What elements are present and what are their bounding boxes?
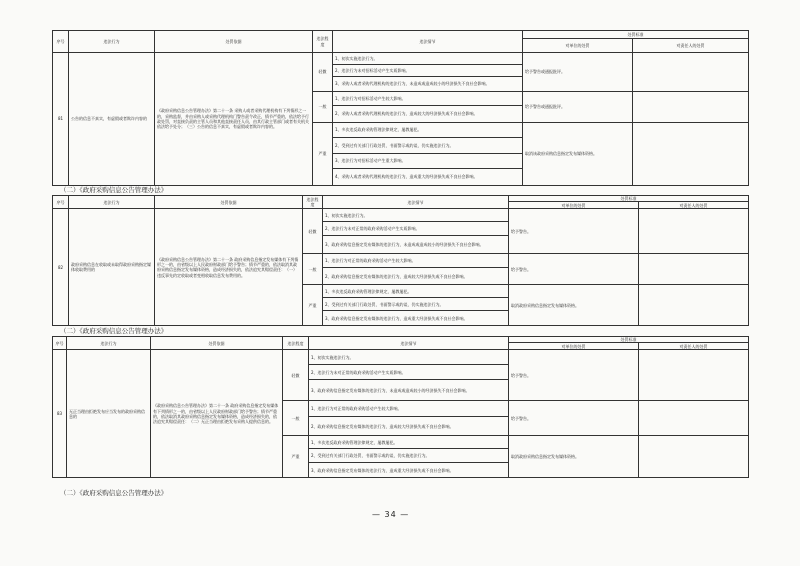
- plot-item: 3、政府采购信息指定发布媒体的违法行为，造成重大经济损失或不良社会影响。: [325, 315, 468, 321]
- degree-serious: 严重: [313, 123, 333, 186]
- header-basis: 处罚依据: [155, 196, 303, 209]
- penalty-table-3: [52, 336, 749, 478]
- person-penalty: [639, 401, 749, 436]
- plot-item: 3、违法行为对招标活动产生重大影响。: [333, 154, 522, 169]
- header-behavior: 违法行为: [67, 337, 151, 350]
- plot-item: 4、采购人或者采购代理机构的违法行为，造成重大的经济损失或不良社会影响。: [335, 174, 478, 180]
- row-seq: 82: [53, 209, 69, 326]
- degree-serious: 严重: [303, 285, 323, 326]
- row-basis: 《政府采购信息公告管理办法》第二十一条 政府采购信息指定发布媒体有下列情形之一的，由省级以上人民政府财政部门给予警告；情节严重的，依法取消其政府采购信息指定发布媒体资格，造成经济损失的，依法追究其赔偿责任：（一）违反事先约定收取或者变相收取信息发布费用的。: [155, 209, 303, 326]
- general-penalty: 给予警告。: [509, 401, 639, 436]
- minor-items: [323, 209, 509, 254]
- plot-item: 1、违法行为对正常的政府采购活动产生较大影响。: [309, 401, 508, 417]
- header-unit: 对单位的处罚: [509, 343, 639, 350]
- person-penalty: [639, 209, 749, 254]
- serious-items: [309, 436, 509, 478]
- plot-item: 1、初次实施违法行为。: [333, 53, 522, 65]
- plot-item: 1、多次违反政府采购管理法律规定，屡教屡犯。: [323, 285, 508, 298]
- person-penalty: [633, 53, 749, 92]
- serious-penalty: 取消政府采购信息指定发布媒体资格。: [509, 436, 639, 478]
- serious-items: [333, 123, 523, 186]
- minor-items: [309, 350, 509, 401]
- general-items: [333, 92, 523, 123]
- header-seq: 序号: [53, 31, 69, 53]
- penalty-table-2: [52, 195, 749, 326]
- plot-item: 1、违法行为对招标活动产生较大影响。: [333, 92, 522, 106]
- header-behavior: 违法行为: [69, 31, 155, 53]
- plot-item: 3、政府采购信息指定发布媒体的违法行为，未造成或造成较小的经济损失不良社会影响。: [325, 242, 484, 248]
- row-behavior: 无正当理由拒绝发布应当发布的政府采购信息的: [67, 350, 151, 478]
- header-seq: 序号: [53, 196, 69, 209]
- plot-item: 1、初次实施违法行为。: [323, 209, 508, 222]
- general-penalty: 给予警告。: [509, 254, 639, 285]
- section-heading: （二）《政府采购信息公告管理办法》: [60, 327, 168, 335]
- header-degree: 违法程度: [303, 196, 323, 209]
- plot-item: 3、采购人或者采购代理机构的违法行为，未造成或造成较小的经济损失不良社会影响。: [335, 81, 490, 87]
- person-penalty: [639, 350, 749, 401]
- header-plot: 违法情节: [309, 337, 509, 350]
- header-person: 对责任人的处罚: [639, 343, 749, 350]
- minor-items: [333, 53, 523, 92]
- plot-item: 2、违法行为未对正常的政府采购活动产生实质影响。: [309, 365, 508, 380]
- header-plot: 违法情节: [323, 196, 509, 209]
- serious-items: [323, 285, 509, 326]
- header-unit: 对单位的处罚: [523, 39, 633, 53]
- plot-item: 1、初次实施违法行为。: [309, 350, 508, 365]
- plot-item: 2、违法行为未对招标活动产生实质影响。: [333, 65, 522, 77]
- general-items: [323, 254, 509, 285]
- header-plot: 违法情节: [333, 31, 523, 53]
- plot-item: 1、多次违反政府采购管理法律规定，屡教屡犯。: [309, 436, 508, 449]
- header-person: 对责任人的处罚: [633, 39, 749, 53]
- header-basis: 处罚依据: [155, 31, 313, 53]
- header-standard: 处罚标准: [523, 31, 749, 39]
- degree-serious: 严重: [283, 436, 309, 478]
- penalty-table-1: [52, 30, 749, 186]
- degree-minor: 轻微: [303, 209, 323, 254]
- minor-penalty: 给予警告。: [509, 350, 639, 401]
- plot-item: 2、政府采购信息指定发布媒体的违法行为，造成较大经济损失或不良社会影响。: [311, 423, 454, 429]
- header-person: 对责任人的处罚: [639, 202, 749, 209]
- plot-item: 2、违法行为未对正常的政府采购活动产生实质影响。: [323, 222, 508, 236]
- page-number: — 34 —: [372, 510, 410, 519]
- section-heading: （二）《政府采购信息公告管理办法》: [60, 489, 168, 497]
- person-penalty: [639, 436, 749, 478]
- plot-item: 2、采购人或者采购代理机构的违法行为，造成较大的经济损失或不良社会影响。: [335, 111, 478, 117]
- row-basis: 《政府采购信息公告管理办法》第二十一条 政府采购信息指定发布媒体有下列情形之一的，由省级以上人民政府财政部门给予警告；情节严重的，依法取消其政府采购信息指定发布媒体资格，造成经济损失的，依法追究其赔偿责任：（二）无正当理由拒绝发布采购人提供信息的。: [151, 350, 283, 478]
- degree-general: 一般: [303, 254, 323, 285]
- plot-item: 2、受到过有关部门行政处罚，书面警示或约谈，仍实施违法行为。: [323, 298, 508, 311]
- degree-general: 一般: [313, 92, 333, 123]
- header-behavior: 违法行为: [69, 196, 155, 209]
- header-degree: 违法程度: [283, 337, 309, 350]
- serious-penalty: 取消政府采购信息指定发布媒体资格。: [509, 285, 639, 326]
- person-penalty: [633, 92, 749, 123]
- row-behavior: 公告的信息不真实，有虚假或者欺诈内容的: [69, 53, 155, 186]
- header-degree: 违法程度: [313, 31, 333, 53]
- general-penalty: 给予警告或通报批评。: [523, 92, 633, 123]
- minor-penalty: 给予警告或通报批评。: [523, 53, 633, 92]
- degree-minor: 轻微: [283, 350, 309, 401]
- serious-penalty: 取消该政府采购信息指定发布媒体资格。: [523, 123, 633, 186]
- row-seq: 83: [53, 350, 67, 478]
- plot-item: 2、政府采购信息指定发布媒体的违法行为，造成较大经济损失或不良社会影响。: [325, 273, 468, 279]
- section-heading: （二）《政府采购信息公告管理办法》: [60, 186, 168, 194]
- row-behavior: 政府采购信息在收取或未取得政府采购指定媒体收取费用的: [69, 209, 155, 326]
- degree-general: 一般: [283, 401, 309, 436]
- header-unit: 对单位的处罚: [509, 202, 639, 209]
- minor-penalty: 给予警告。: [509, 209, 639, 254]
- header-basis: 处罚依据: [151, 337, 283, 350]
- general-items: [309, 401, 509, 436]
- person-penalty: [639, 254, 749, 285]
- header-standard: 处罚标准: [509, 196, 749, 202]
- person-penalty: [639, 285, 749, 326]
- plot-item: 1、违法行为对正常的政府采购活动产生较大影响。: [323, 254, 508, 268]
- person-penalty: [633, 123, 749, 186]
- degree-minor: 轻微: [313, 53, 333, 92]
- plot-item: 2、受到过有关部门行政处罚，书面警示或约谈，仍实施违法行为。: [333, 138, 522, 154]
- plot-item: 3、政府采购信息指定发布媒体的违法行为，造成重大经济损失或不良社会影响。: [311, 467, 454, 473]
- row-basis: 《政府采购信息公告管理办法》第二十一条 采购人或者采购代理机构有下列情形之一的，采购监督，并由采购人或采购代理机构门警告责令改正，情节严重的，依法给予行政处罚，对直接负责的主管人员和其他直接责任人员，由其行政主管部门或者有关机关依法给予处分；（三）公告的信息不真实，有虚假或者欺诈内容的。: [155, 53, 313, 186]
- row-seq: 81: [53, 53, 69, 186]
- plot-item: 1、多次违反政府采购管理法律规定，屡教屡犯。: [333, 123, 522, 138]
- header-seq: 序号: [53, 337, 67, 350]
- plot-item: 2、受到过有关部门行政处罚，书面警示或约谈，仍实施违法行为。: [309, 449, 508, 463]
- plot-item: 3、政府采购信息指定发布媒体的违法行为，未造成或造成较小的经济损失不良社会影响。: [311, 387, 470, 393]
- header-standard: 处罚标准: [509, 337, 749, 343]
